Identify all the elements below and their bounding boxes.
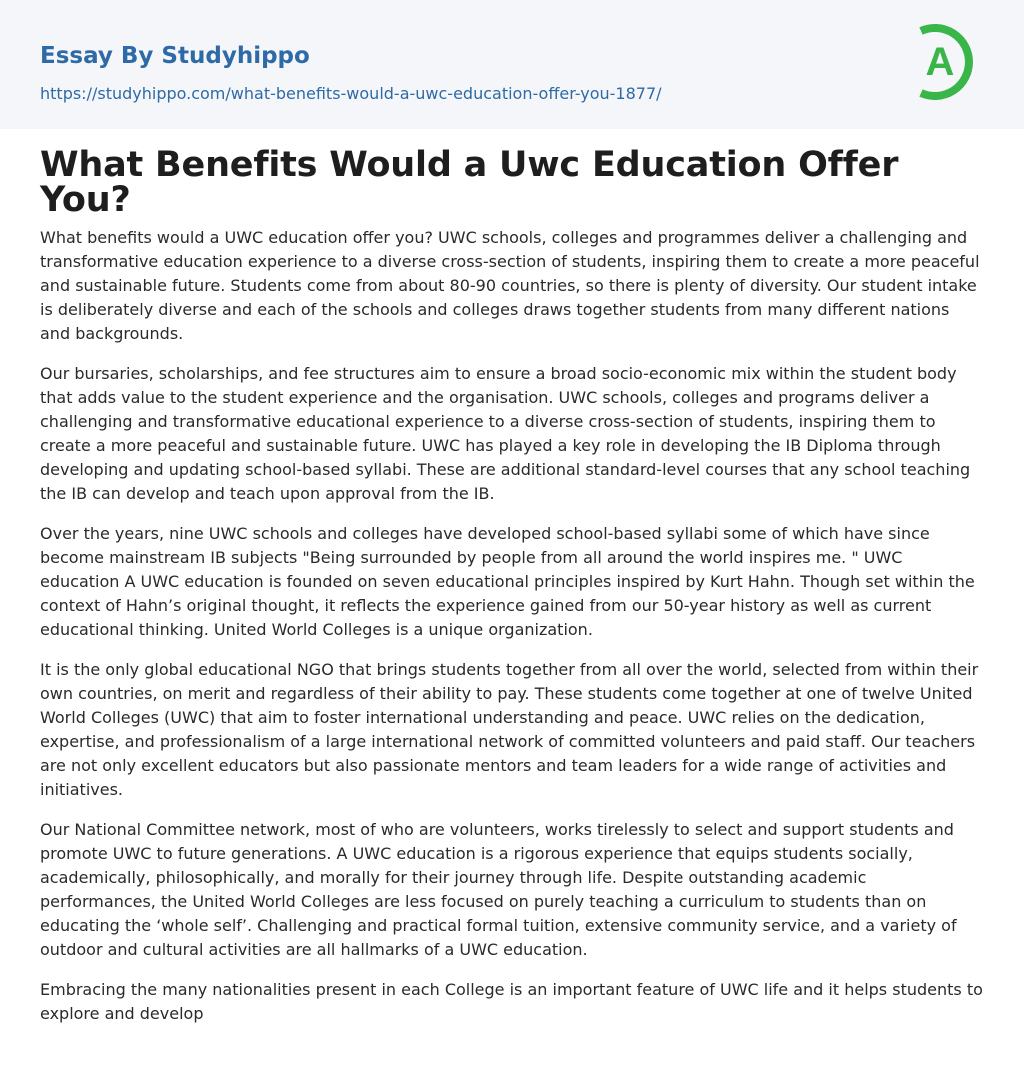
article-body xyxy=(0,129,1024,1026)
page-header xyxy=(0,0,1024,129)
paragraph-6: Embracing the many nationalities present in each College is an important feature of UWC life and it helps students to explore and develop xyxy=(40,980,983,1023)
site-brand[interactable]: Essay By Studyhippo xyxy=(40,43,310,69)
paragraph-1: What benefits would a UWC education offer you? UWC schools, colleges and programmes deliver a challenging and transformative education experience to a diverse cross-section of students, inspiring them to create a more peaceful and sustainable future. Students come from about 80-90 countries, so there is plenty of diversity. Our student intake is deliberately diverse and each of the schools and colleges draws together students from many different nations and backgrounds. xyxy=(40,228,980,343)
logo-letter: A xyxy=(925,40,955,84)
paragraph-3: Over the years, nine UWC schools and colleges have developed school-based syllabi some of which have since become mainstream IB subjects "Being surrounded by people from all around the world inspires me. " UWC education A UWC education is founded on seven educational principles inspired by Kurt Hahn. Though set within the context of Hahn’s original thought, it reflects the experience gained from our 50-year history as well as current educational thinking. United World Colleges is a unique organization. xyxy=(40,524,975,639)
paragraph-4: It is the only global educational NGO that brings students together from all over the world, selected from within their own countries, on merit and regardless of their ability to pay. These students come together at one of twelve United World Colleges (UWC) that aim to foster international understanding and peace. UWC relies on the dedication, expertise, and professionalism of a large international network of committed volunteers and paid staff. Our teachers are not only excellent educators but also passionate mentors and team leaders for a wide range of activities and initiatives. xyxy=(40,660,979,799)
paragraph-2: Our bursaries, scholarships, and fee structures aim to ensure a broad socio-economic mix within the student body that adds value to the student experience and the organisation. UWC schools, colleges and programs deliver a challenging and transformative educational experience to a diverse cross-section of students, inspiring them to create a more peaceful and sustainable future. UWC has played a key role in developing the IB Diploma through developing and updating school-based syllabi. These are additional standard-level courses that any school teaching the IB can develop and teach upon approval from the IB. xyxy=(40,364,971,503)
paragraph-5: Our National Committee network, most of who are volunteers, works tirelessly to select and support students and promote UWC to future generations. A UWC education is a rigorous experience that equips students socially, academically, philosophically, and morally for their journey through life. Despite outstanding academic performances, the United World Colleges are less focused on purely teaching a curriculum to students than on educating the ‘whole self’. Challenging and practical formal tuition, extensive community service, and a variety of outdoor and cultural activities are all hallmarks of a UWC education. xyxy=(40,820,957,959)
essay-url-link[interactable]: https://studyhippo.com/what-benefits-would-a-uwc-education-offer-you-1877/ xyxy=(40,84,662,103)
article-title: What Benefits Would a Uwc Education Offer You? xyxy=(40,145,899,220)
studyhippo-logo-icon[interactable] xyxy=(912,19,986,105)
